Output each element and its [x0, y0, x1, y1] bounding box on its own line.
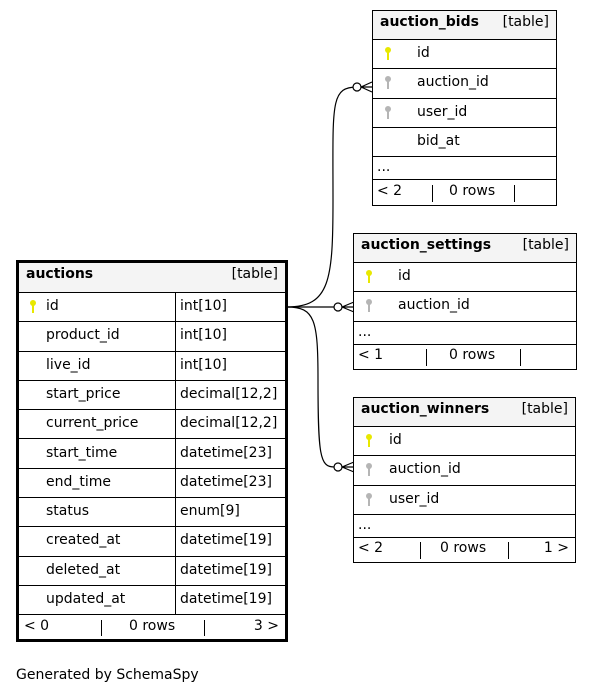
table-header — [19, 263, 285, 293]
column-row[interactable] — [354, 292, 576, 321]
footer-children: 3 > — [253, 618, 279, 634]
footer-divider — [101, 620, 102, 636]
footer-rows: 0 rows — [449, 183, 496, 199]
table-name: auction_bids — [380, 14, 479, 30]
column-name: end_time — [46, 473, 112, 490]
table-auctions[interactable] — [16, 260, 288, 642]
column-row[interactable] — [19, 527, 285, 556]
column-row[interactable] — [373, 128, 556, 157]
table-auction-winners[interactable] — [353, 397, 576, 563]
footer-divider — [204, 620, 205, 636]
column-row[interactable] — [19, 381, 285, 410]
table-name: auction_winners — [361, 401, 490, 417]
edge-auction-bids-crowsfoot — [361, 82, 372, 92]
column-type: datetime[19] — [180, 561, 272, 578]
table-kind: [table] — [231, 266, 278, 282]
column-row[interactable] — [19, 586, 285, 615]
column-name: product_id — [46, 327, 120, 344]
table-name: auction_settings — [361, 237, 492, 253]
column-row[interactable] — [19, 293, 285, 322]
primary-key-icon — [384, 46, 392, 62]
foreign-key-icon — [384, 75, 392, 91]
table-footer — [373, 180, 556, 205]
footer-rows: 0 rows — [129, 618, 176, 634]
footer-divider — [520, 349, 521, 366]
table-kind: [table] — [502, 14, 549, 30]
more-columns-row — [373, 157, 556, 180]
column-row[interactable] — [354, 486, 575, 515]
column-name: bid_at — [417, 132, 460, 149]
column-name: id — [417, 45, 430, 61]
column-name: auction_id — [417, 74, 489, 91]
table-footer — [19, 615, 285, 639]
edge-auction-settings-optional-marker — [334, 303, 342, 311]
column-type: datetime[23] — [180, 473, 272, 490]
column-name: auction_id — [389, 461, 461, 478]
table-header — [354, 234, 576, 263]
column-name: id — [46, 298, 59, 314]
column-name: auction_id — [398, 297, 470, 314]
more-columns-row — [354, 515, 575, 538]
column-name: current_price — [46, 415, 139, 432]
column-type: decimal[12,2] — [180, 385, 278, 402]
edge-auction-winners-optional-marker — [334, 463, 342, 471]
footer-divider — [508, 542, 509, 559]
primary-key-icon — [365, 433, 373, 449]
foreign-key-icon — [384, 105, 392, 121]
footer-divider — [432, 185, 433, 202]
more-columns-ellipsis: ... — [358, 516, 372, 533]
column-row[interactable] — [19, 557, 285, 586]
edge-auction-winners — [287, 307, 334, 467]
footer-parents: < 1 — [358, 347, 384, 363]
column-row[interactable] — [373, 69, 556, 98]
foreign-key-icon — [365, 492, 373, 508]
table-footer — [354, 344, 576, 369]
table-kind: [table] — [522, 237, 569, 253]
more-columns-ellipsis: ... — [358, 323, 372, 340]
edge-auction-bids — [287, 87, 357, 307]
edge-auction-bids-optional-marker — [353, 83, 361, 91]
foreign-key-icon — [365, 298, 373, 314]
table-auction-settings[interactable] — [353, 233, 577, 370]
footer-parents: < 0 — [24, 618, 50, 634]
table-header — [354, 398, 575, 427]
footer-parents: < 2 — [358, 540, 384, 556]
table-footer — [354, 537, 575, 562]
column-name: start_price — [46, 385, 121, 402]
column-row[interactable] — [19, 498, 285, 527]
column-row[interactable] — [354, 427, 575, 456]
column-name: deleted_at — [46, 561, 121, 578]
footer-rows: 0 rows — [440, 540, 487, 556]
column-row[interactable] — [19, 410, 285, 439]
column-type: int[10] — [180, 298, 227, 314]
column-row[interactable] — [373, 40, 556, 69]
column-row[interactable] — [19, 322, 285, 351]
footer-divider — [420, 542, 421, 559]
column-name: id — [398, 268, 411, 284]
column-name: user_id — [417, 103, 468, 120]
column-type: int[10] — [180, 356, 227, 373]
column-type: decimal[12,2] — [180, 415, 278, 432]
footer-children: 1 > — [543, 540, 569, 556]
more-columns-row — [354, 322, 576, 345]
footer-divider — [514, 185, 515, 202]
table-kind: [table] — [521, 401, 568, 417]
column-row[interactable] — [354, 263, 576, 292]
schemaspy-credit: Generated by SchemaSpy — [16, 667, 199, 683]
column-row[interactable] — [19, 440, 285, 469]
table-auction-bids[interactable] — [372, 10, 557, 206]
column-name: status — [46, 503, 90, 520]
column-row[interactable] — [354, 456, 575, 485]
column-name: id — [389, 432, 402, 448]
column-row[interactable] — [19, 352, 285, 381]
column-name: updated_at — [46, 591, 126, 607]
footer-divider — [426, 349, 427, 366]
column-type: datetime[23] — [180, 444, 272, 461]
footer-rows: 0 rows — [449, 347, 496, 363]
foreign-key-icon — [365, 462, 373, 478]
column-type: enum[9] — [180, 503, 240, 520]
table-header — [373, 11, 556, 40]
column-name: user_id — [389, 490, 440, 507]
footer-parents: < 2 — [377, 183, 403, 199]
column-name: created_at — [46, 532, 121, 549]
column-row[interactable] — [19, 469, 285, 498]
column-type: datetime[19] — [180, 532, 272, 549]
column-name: live_id — [46, 356, 91, 373]
column-name: start_time — [46, 444, 118, 461]
primary-key-icon — [365, 269, 373, 285]
table-name: auctions — [26, 266, 94, 282]
primary-key-icon — [29, 299, 37, 315]
more-columns-ellipsis: ... — [377, 159, 391, 176]
column-type: int[10] — [180, 327, 227, 344]
column-type: datetime[19] — [180, 591, 272, 607]
column-row[interactable] — [373, 99, 556, 128]
